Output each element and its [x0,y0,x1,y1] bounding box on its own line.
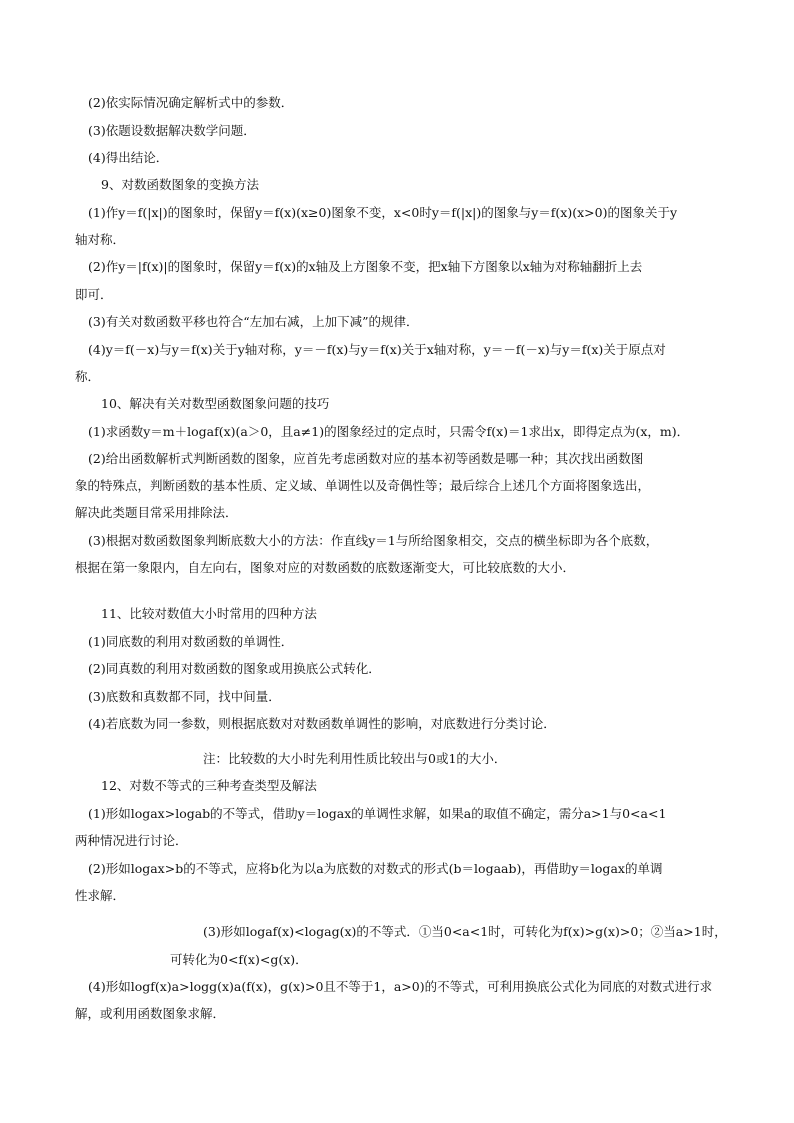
text-line: 解决此类题目常采用排除法． [75,505,238,520]
text-line: 两种情况进行讨论． [75,833,188,848]
text-line: (4)y＝f(－x)与y＝f(x)关于y轴对称，y＝－f(x)与y＝f(x)关于x轴对称，y＝－f(－x)与y＝f(x)关于原点对 [88,342,666,357]
text-line: (1)作y＝f(|x|)的图象时，保留y＝f(x)(x≥0)图象不变，x<0时y＝f(|x|)的图象与y＝f(x)(x>0)的图象关于y [88,205,678,220]
text-line: 可转化为0<f(x)<g(x)． [170,952,308,967]
text-line: 称． [75,369,101,384]
text-line: (2)给出函数解析式判断函数的图象，应首先考虑函数对应的基本初等函数是哪一种；其次找出函数图 [88,451,644,466]
text-line: (4)得出结论． [88,150,169,165]
text-line: (1)形如logax>logab的不等式，借助y＝logax的单调性求解，如果a的取值不确定，需分a>1与0<a<1 [88,806,667,821]
section-heading-10: 10、解决有关对数型函数图象问题的技巧 [101,396,330,411]
text-line: (4)若底数为同一参数，则根据底数对对数函数单调性的影响，对底数进行分类讨论． [88,716,556,731]
text-line: (3)底数和真数都不同，找中间量． [88,689,281,704]
text-line: (3)根据对数函数图象判断底数大小的方法：作直线y＝1与所给图象相交，交点的横坐标即为各个底数， [88,533,659,548]
text-line: (2)依实际情况确定解析式中的参数． [88,95,294,110]
text-line: 轴对称． [75,232,126,247]
text-line: 象的特殊点，判断函数的基本性质、定义域、单调性以及奇偶性等；最后综合上述几个方面将图象选出， [75,478,651,493]
text-line: (2)作y＝|f(x)|的图象时，保留y＝f(x)的x轴及上方图象不变，把x轴下方图象以x轴为对称轴翻折上去 [88,259,643,274]
text-line: 根据在第一象限内，自左向右，图象对应的对数函数的底数逐渐变大，可比较底数的大小． [75,560,576,575]
note-line: 注：比较数的大小时先利用性质比较出与0或1的大小． [203,751,507,766]
text-line: (4)形如logf(x)a>logg(x)a(f(x)，g(x)>0且不等于1，a>0)的不等式，可利用换底公式化为同底的对数式进行求 [88,979,713,994]
text-line: (2)同真数的利用对数函数的图象或用换底公式转化． [88,661,381,676]
text-line: (1)同底数的利用对数函数的单调性． [88,634,294,649]
section-heading-9: 9、对数函数图象的变换方法 [101,177,259,192]
text-line: (3)形如logaf(x)<logag(x)的不等式．①当0<a<1时，可转化为f(x)>g(x)>0；②当a>1时， [203,924,727,939]
section-heading-12: 12、对数不等式的三种考查类型及解法 [101,778,317,793]
text-line: 性求解． [75,888,126,903]
text-line: (2)形如logax>b的不等式，应将b化为以a为底数的对数式的形式(b＝logaab)，再借助y＝logax的单调 [88,861,663,876]
text-line: (1)求函数y＝m＋logaf(x)(a＞0，且a≠1)的图象经过的定点时，只需令f(x)＝1求出x，即得定点为(x，m)． [88,424,690,439]
text-line: 即可． [75,287,113,302]
section-heading-11: 11、比较对数值大小时常用的四种方法 [101,606,317,621]
text-line: 解，或利用函数图象求解． [75,1006,226,1021]
text-line: (3)有关对数函数平移也符合“左加右减，上加下减”的规律． [88,314,419,329]
text-line: (3)依题设数据解决数学问题． [88,123,256,138]
